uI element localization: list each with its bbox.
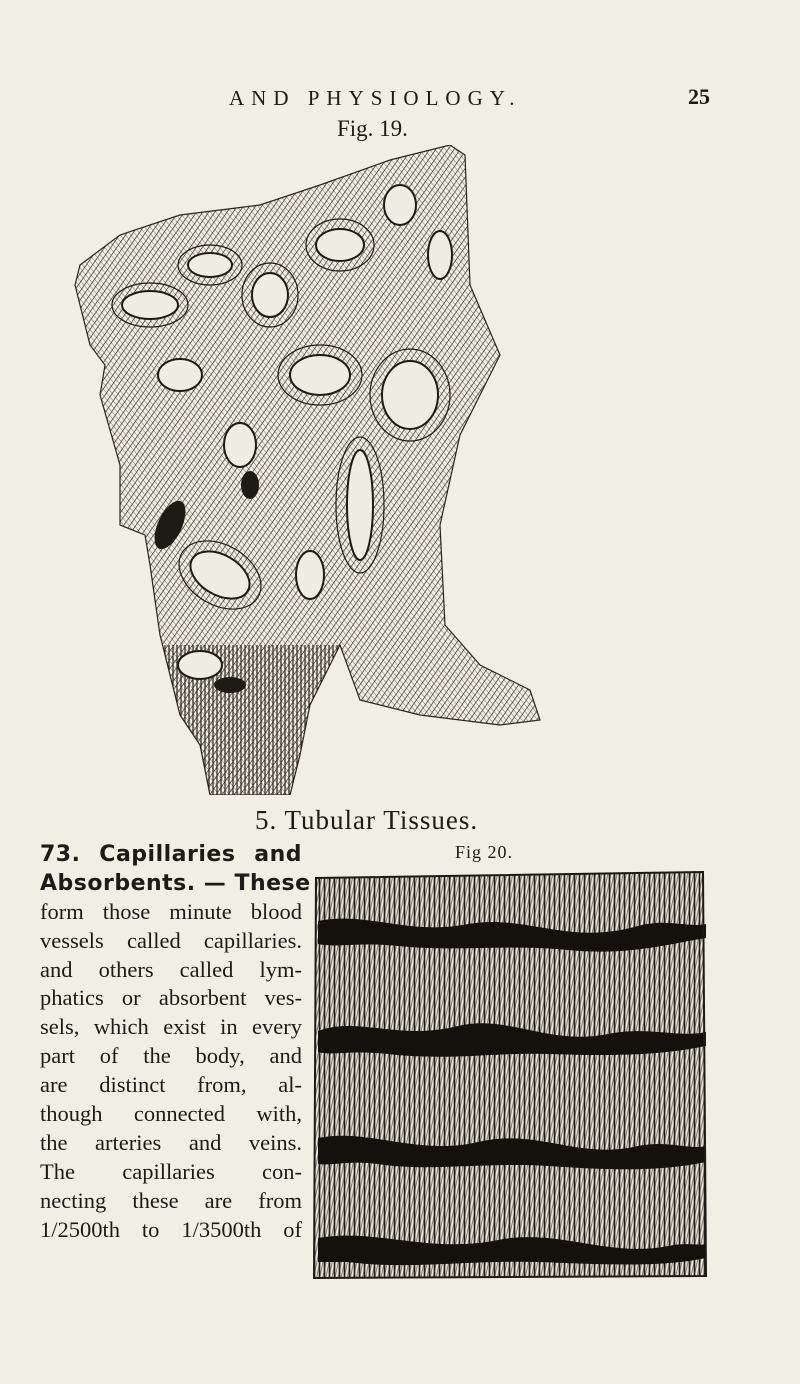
text-line: vessels called capillaries. bbox=[40, 927, 302, 953]
running-head: AND PHYSIOLOGY. bbox=[229, 86, 522, 110]
text-line: part of the body, and bbox=[40, 1043, 302, 1069]
text-line: are distinct from, al- bbox=[40, 1072, 302, 1098]
text-line: Absorbents. — These bbox=[40, 870, 311, 896]
paragraph-73 bbox=[40, 840, 311, 1244]
figure-20-illustration bbox=[308, 866, 712, 1282]
text-line: and others called lym- bbox=[40, 956, 302, 982]
figure-19-illustration bbox=[60, 145, 550, 795]
text-line: The capillaries con- bbox=[40, 1158, 302, 1184]
text-line: form those minute blood bbox=[40, 898, 302, 924]
page-header bbox=[0, 86, 800, 116]
text-line: the arteries and veins. bbox=[40, 1129, 302, 1155]
text-line: 1/2500th to 1/3500th of bbox=[40, 1216, 302, 1242]
text-line bbox=[40, 840, 302, 869]
text-line: sels, which exist in every bbox=[40, 1014, 302, 1040]
text-line: necting these are from bbox=[40, 1187, 302, 1213]
page-number: 25 bbox=[688, 84, 710, 109]
section-title: 5. Tubular Tissues. bbox=[255, 805, 479, 835]
text-line: phatics or absorbent ves- bbox=[40, 985, 302, 1011]
paragraph-heading: 73. Capillaries and bbox=[40, 842, 302, 867]
text-line: though connected with, bbox=[40, 1101, 302, 1127]
figure-20-caption: Fig 20. bbox=[455, 842, 514, 862]
figure-19-caption: Fig. 19. bbox=[337, 116, 408, 141]
